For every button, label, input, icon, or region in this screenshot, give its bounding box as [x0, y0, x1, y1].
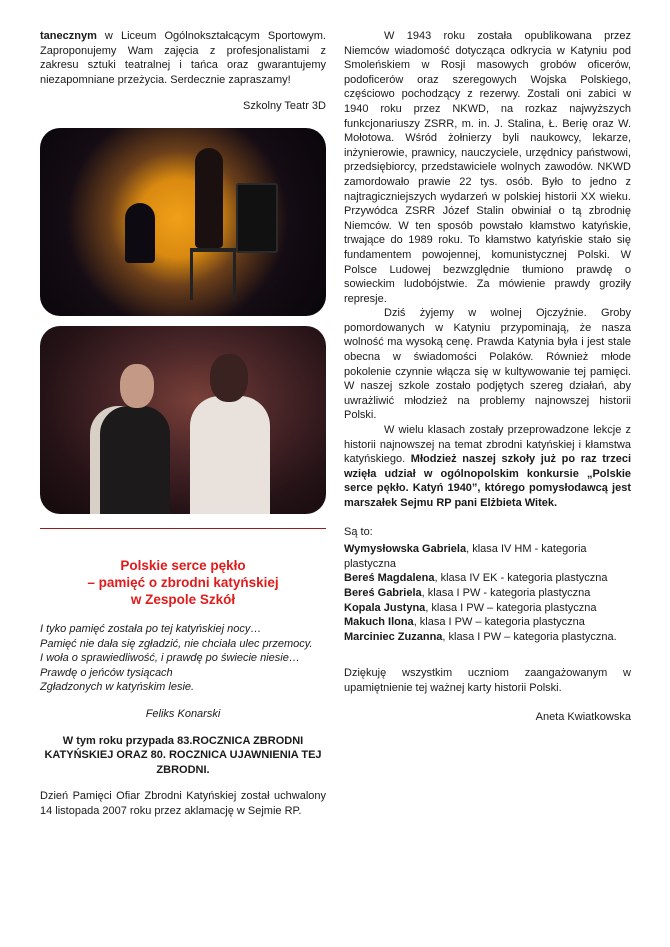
winner-name: Bereś Gabriela	[344, 586, 422, 599]
intro-text: w Liceum Ogólnokształcącym Sportowym. Zaproponujemy Wam zajęcia z profesjonalistami z zakresu sztuki teatralnej i tańca oraz gwarantujemy niezapomniane przeżycia. Serdecznie zapraszamy!	[40, 30, 326, 86]
history-paragraph: W 1943 roku została opublikowana przez Niemców wiadomość dotycząca odkrycia w Katyniu pod Smoleńskiem w Rosji masowych grobów oficerów, podoficerów oraz szeregowych Wojska Polskiego, częściowo pochodzący z rezerwy. Zostali oni zabici w 1940 roku przez NKWD, na rozkaz najwyższych funkcjonariuszy ZSRR, m. in. J. Stalina, Ł. Berię oraz W. Mołotowa. Wśród żołnierzy byli naukowcy, lekarze, inżynierowie, prawnicy, nauczyciele, urzędnicy państwowi, przedsiębiorcy, przedstawiciele wolnych zawodów. NKWD zamordowało prawie 22 tys. osób. Było to jedno z najtragiczniejszych wydarzeń w polskiej historii XX wieku. Przywódca ZSRR Józef Stalin obwiniał o tą zbrodnię Niemców. W ten sposób powstało kłamstwo katyńskie, trwające do 1989 roku. To kłamstwo katyńskie stało się fundamentem powojennej, komunistycznej Polski. W Polsce Ludowej bezwzględnie tłumiono prawdę o sowieckim ludobójstwie. Za mówienie prawdy groziły represje.	[344, 30, 631, 305]
seated-figure	[125, 203, 155, 263]
winner-item	[344, 615, 631, 630]
article-author: Aneta Kwiatkowska	[535, 710, 631, 723]
left-column	[40, 29, 326, 819]
right-column	[344, 29, 631, 724]
article-title	[40, 557, 326, 608]
winner-item	[344, 630, 631, 645]
winner-name: Bereś Magdalena	[344, 572, 435, 585]
section-divider	[40, 528, 326, 529]
poem-line: I tyko pamięć została po tej katyńskiej nocy…	[40, 622, 262, 635]
actor-left	[90, 406, 170, 514]
actor-left-head	[120, 364, 154, 408]
poem	[40, 622, 326, 695]
title-line-2: – pamięć o zbrodni katyńskiej	[87, 574, 279, 590]
intro-bold: tanecznym	[40, 30, 97, 42]
winner-name: Kopala Justyna	[344, 601, 426, 614]
winner-item	[344, 542, 631, 571]
stage-photo-2	[40, 326, 326, 514]
winner-detail: , klasa I PW – kategoria plastyczna	[425, 601, 597, 614]
contest-paragraph	[344, 423, 631, 511]
poem-line: Prawdę o jeńców tysiącach	[40, 666, 173, 679]
winner-detail: , klasa I PW – kategoria plastyczna.	[442, 630, 617, 643]
memory-paragraph: Dziś żyjemy w wolnej Ojczyźnie. Groby pomordowanych w Katyniu przypominają, że nasza wolność ma wysoką cenę. Prawda Katynia była i jest stale obecna w świadomości Polaków. Również młode pokolenie czynnie włącza się w kultywowanie tej pamięci. W naszej szkole zostało podjętych szereg działań, aby uwrażliwić młodzież na problemy najnowszej historii Polski.	[344, 307, 631, 422]
stool	[190, 248, 236, 300]
speaker	[236, 183, 278, 253]
anniversary-announcement: W tym roku przypada 83.ROCZNICA ZBRODNI KATYŃSKIEJ ORAZ 80. ROCZNICA UJAWNIENIA TEJ ZBRODNI.	[44, 734, 322, 776]
winner-name: Wymysłowska Gabriela	[344, 543, 467, 556]
title-line-3: w Zespole Szkół	[130, 591, 236, 607]
remembrance-day-paragraph: Dzień Pamięci Ofiar Zbrodni Katyńskiej został uchwalony 14 listopada 2007 roku przez aklamację w Sejmie RP.	[40, 790, 326, 817]
contest-bold-text: Młodzież naszej szkoły już po raz trzeci wzięła udział w ogólnopolskim konkursie „Polskie serce pękło. Katyń 1940”, którego pomysłodawcą jest marszałek Sejmu RP pani Elżbieta Witek.	[344, 453, 631, 509]
stage-photo-1	[40, 128, 326, 316]
poem-line: I woła o sprawiedliwość, i prawdę po świecie niesie…	[40, 652, 300, 665]
winner-detail: , klasa I PW – kategoria plastyczna	[413, 616, 585, 629]
winner-item	[344, 601, 631, 616]
contest-text: W wielu klasach zostały przeprowadzone lekcje z historii najnowszej na temat zbrodni katyńskiej i kłamstwa katyńskiego.	[344, 424, 631, 466]
winner-item	[344, 586, 631, 601]
winner-detail: , klasa I PW - kategoria plastyczna	[421, 586, 591, 599]
winner-detail: , klasa IV HM - kategoria plastyczna	[344, 543, 587, 570]
title-line-1: Polskie serce pękło	[120, 557, 246, 573]
winner-name: Makuch Ilona	[344, 616, 414, 629]
thanks-paragraph: Dziękuję wszystkim uczniom zaangażowanym w upamiętnienie tej ważnej karty historii Polski.	[344, 667, 631, 694]
theatre-signature: Szkolny Teatr 3D	[243, 100, 326, 113]
actor-right	[190, 396, 270, 514]
winners-list	[344, 542, 631, 644]
poem-line: Zgładzonych w katyńskim lesie.	[40, 681, 195, 694]
list-intro: Są to:	[344, 525, 373, 538]
winner-detail: , klasa IV EK - kategoria plastyczna	[434, 572, 608, 585]
poem-author: Feliks Konarski	[145, 707, 221, 720]
winner-name: Marciniec Zuzanna	[344, 630, 443, 643]
intro-paragraph	[40, 29, 326, 87]
poem-line: Pamięć nie dała się zgładzić, nie chciała ulec przemocy.	[40, 637, 313, 650]
singer-figure	[195, 148, 223, 248]
actor-right-head	[210, 354, 248, 402]
winner-item	[344, 571, 631, 586]
